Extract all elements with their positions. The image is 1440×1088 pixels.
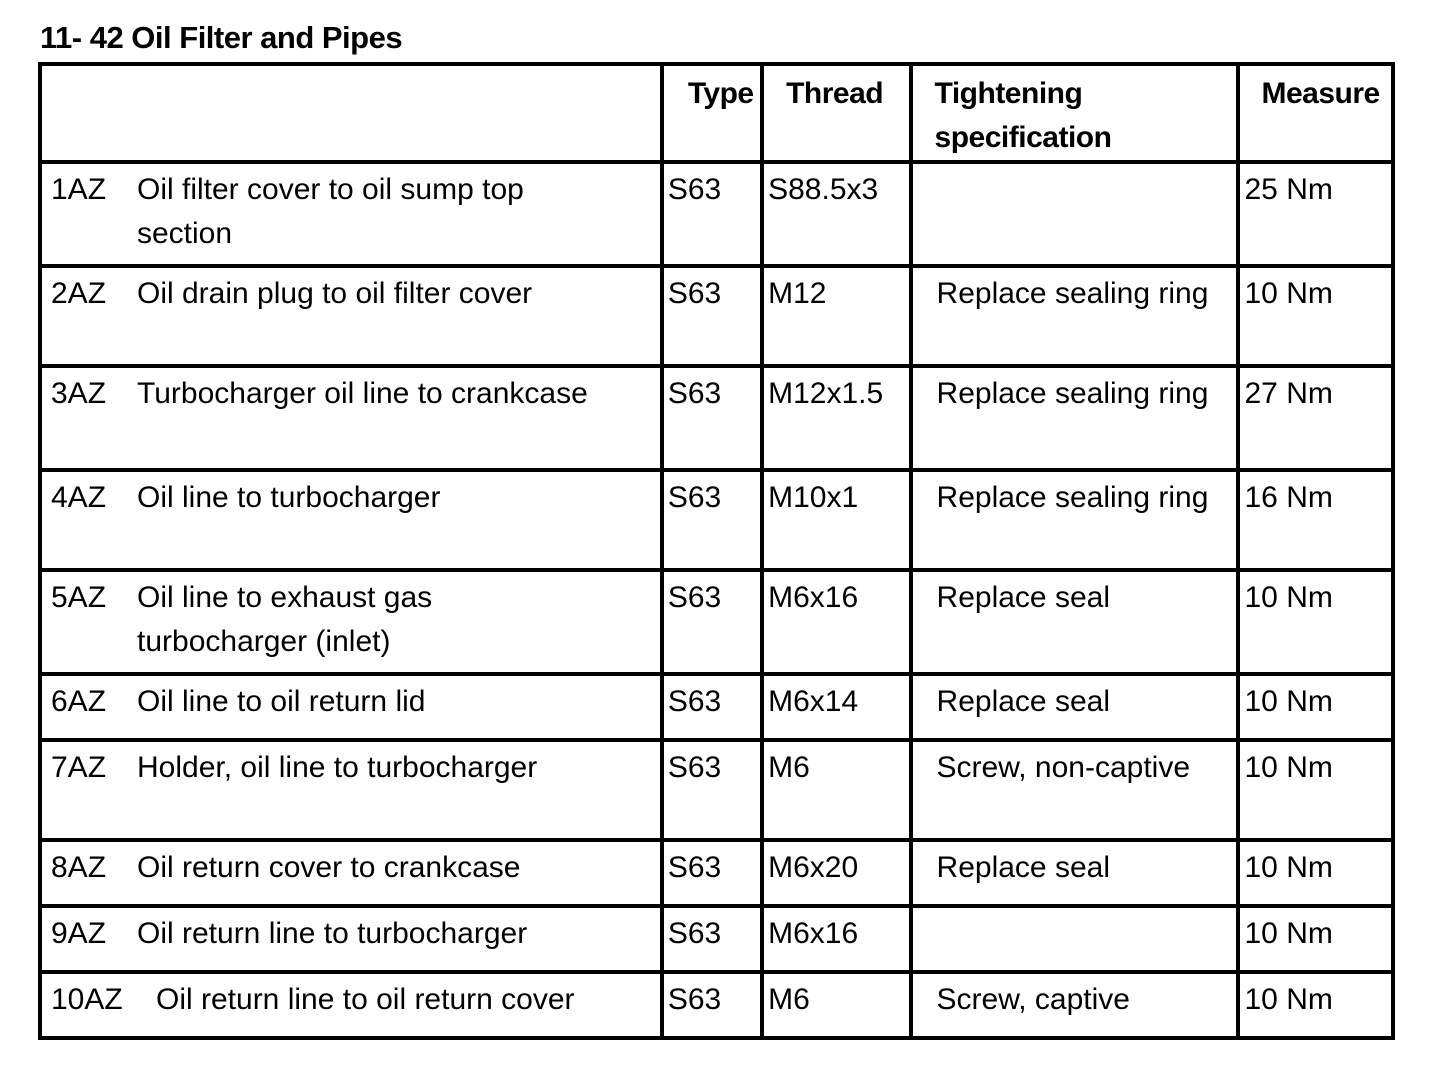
tightening-spec-cell: Replace sealing ring bbox=[911, 266, 1238, 366]
thread-cell: M12x1.5 bbox=[762, 366, 910, 470]
item-description: Oil drain plug to oil filter cover bbox=[137, 277, 533, 310]
item-cell bbox=[40, 570, 662, 674]
header-thread: Thread bbox=[762, 64, 910, 162]
table-row bbox=[40, 674, 1393, 740]
table-row bbox=[40, 906, 1393, 972]
item-cell bbox=[40, 266, 662, 366]
measure-cell: 10 Nm bbox=[1238, 972, 1394, 1038]
item-description: Oil return line to oil return cover bbox=[156, 983, 575, 1016]
thread-cell: M6x14 bbox=[762, 674, 910, 740]
type-cell: S63 bbox=[662, 674, 762, 740]
type-cell: S63 bbox=[662, 840, 762, 906]
tightening-spec-cell: Replace seal bbox=[911, 674, 1238, 740]
item-number: 2AZ bbox=[51, 277, 107, 310]
table-row bbox=[40, 266, 1393, 366]
tightening-spec-cell: Replace seal bbox=[911, 570, 1238, 674]
torque-spec-table bbox=[38, 62, 1395, 1040]
measure-cell: 10 Nm bbox=[1238, 266, 1394, 366]
header-item bbox=[40, 64, 662, 162]
type-cell: S63 bbox=[662, 470, 762, 570]
table-row bbox=[40, 470, 1393, 570]
measure-cell: 10 Nm bbox=[1238, 840, 1394, 906]
item-number: 4AZ bbox=[51, 481, 107, 514]
thread-cell: M6x20 bbox=[762, 840, 910, 906]
item-cell bbox=[40, 366, 662, 470]
table-row bbox=[40, 840, 1393, 906]
item-cell bbox=[40, 674, 662, 740]
item-description: Oil line to turbocharger bbox=[137, 481, 441, 514]
header-tightening-specification: Tightening specification bbox=[911, 64, 1238, 162]
measure-cell: 10 Nm bbox=[1238, 674, 1394, 740]
thread-cell: M12 bbox=[762, 266, 910, 366]
item-description: Oil return line to turbocharger bbox=[137, 917, 528, 950]
tightening-spec-cell bbox=[911, 906, 1238, 972]
measure-cell: 25 Nm bbox=[1238, 162, 1394, 266]
table-row bbox=[40, 162, 1393, 266]
table-row bbox=[40, 570, 1393, 674]
tightening-spec-cell: Replace sealing ring bbox=[911, 366, 1238, 470]
type-cell: S63 bbox=[662, 570, 762, 674]
type-cell: S63 bbox=[662, 906, 762, 972]
item-number: 10AZ bbox=[51, 983, 123, 1016]
measure-cell: 27 Nm bbox=[1238, 366, 1394, 470]
item-number: 9AZ bbox=[51, 917, 107, 950]
item-cell bbox=[40, 972, 662, 1038]
header-type: Type bbox=[662, 64, 762, 162]
type-cell: S63 bbox=[662, 162, 762, 266]
item-cell bbox=[40, 162, 662, 266]
item-cell bbox=[40, 906, 662, 972]
table-row bbox=[40, 972, 1393, 1038]
thread-cell: M6x16 bbox=[762, 570, 910, 674]
tightening-spec-cell: Screw, non-captive bbox=[911, 740, 1238, 840]
thread-cell: M10x1 bbox=[762, 470, 910, 570]
page-title: 11- 42 Oil Filter and Pipes bbox=[40, 20, 403, 55]
item-number: 1AZ bbox=[51, 173, 107, 206]
thread-cell: M6 bbox=[762, 740, 910, 840]
type-cell: S63 bbox=[662, 972, 762, 1038]
measure-cell: 10 Nm bbox=[1238, 570, 1394, 674]
thread-cell: M6x16 bbox=[762, 906, 910, 972]
measure-cell: 10 Nm bbox=[1238, 740, 1394, 840]
type-cell: S63 bbox=[662, 740, 762, 840]
header-measure: Measure bbox=[1238, 64, 1394, 162]
thread-cell: S88.5x3 bbox=[762, 162, 910, 266]
item-number: 8AZ bbox=[51, 851, 107, 884]
item-description: Oil return cover to crankcase bbox=[137, 851, 521, 884]
table-row bbox=[40, 366, 1393, 470]
item-number: 7AZ bbox=[51, 751, 107, 784]
item-number: 5AZ bbox=[51, 581, 107, 614]
tightening-spec-cell bbox=[911, 162, 1238, 266]
tightening-spec-cell: Replace seal bbox=[911, 840, 1238, 906]
measure-cell: 10 Nm bbox=[1238, 906, 1394, 972]
measure-cell: 16 Nm bbox=[1238, 470, 1394, 570]
item-description: Oil line to exhaust gas turbocharger (inlet) bbox=[137, 581, 433, 658]
header-row bbox=[40, 64, 1393, 162]
item-description: Oil filter cover to oil sump top section bbox=[137, 173, 524, 250]
table-row bbox=[40, 740, 1393, 840]
type-cell: S63 bbox=[662, 366, 762, 470]
item-description: Holder, oil line to turbocharger bbox=[137, 751, 538, 784]
item-cell bbox=[40, 840, 662, 906]
tightening-spec-cell: Screw, captive bbox=[911, 972, 1238, 1038]
tightening-spec-cell: Replace sealing ring bbox=[911, 470, 1238, 570]
item-cell bbox=[40, 470, 662, 570]
item-cell bbox=[40, 740, 662, 840]
thread-cell: M6 bbox=[762, 972, 910, 1038]
item-description: Oil line to oil return lid bbox=[137, 685, 426, 718]
item-description: Turbocharger oil line to crankcase bbox=[137, 377, 588, 410]
item-number: 3AZ bbox=[51, 377, 107, 410]
type-cell: S63 bbox=[662, 266, 762, 366]
item-number: 6AZ bbox=[51, 685, 107, 718]
